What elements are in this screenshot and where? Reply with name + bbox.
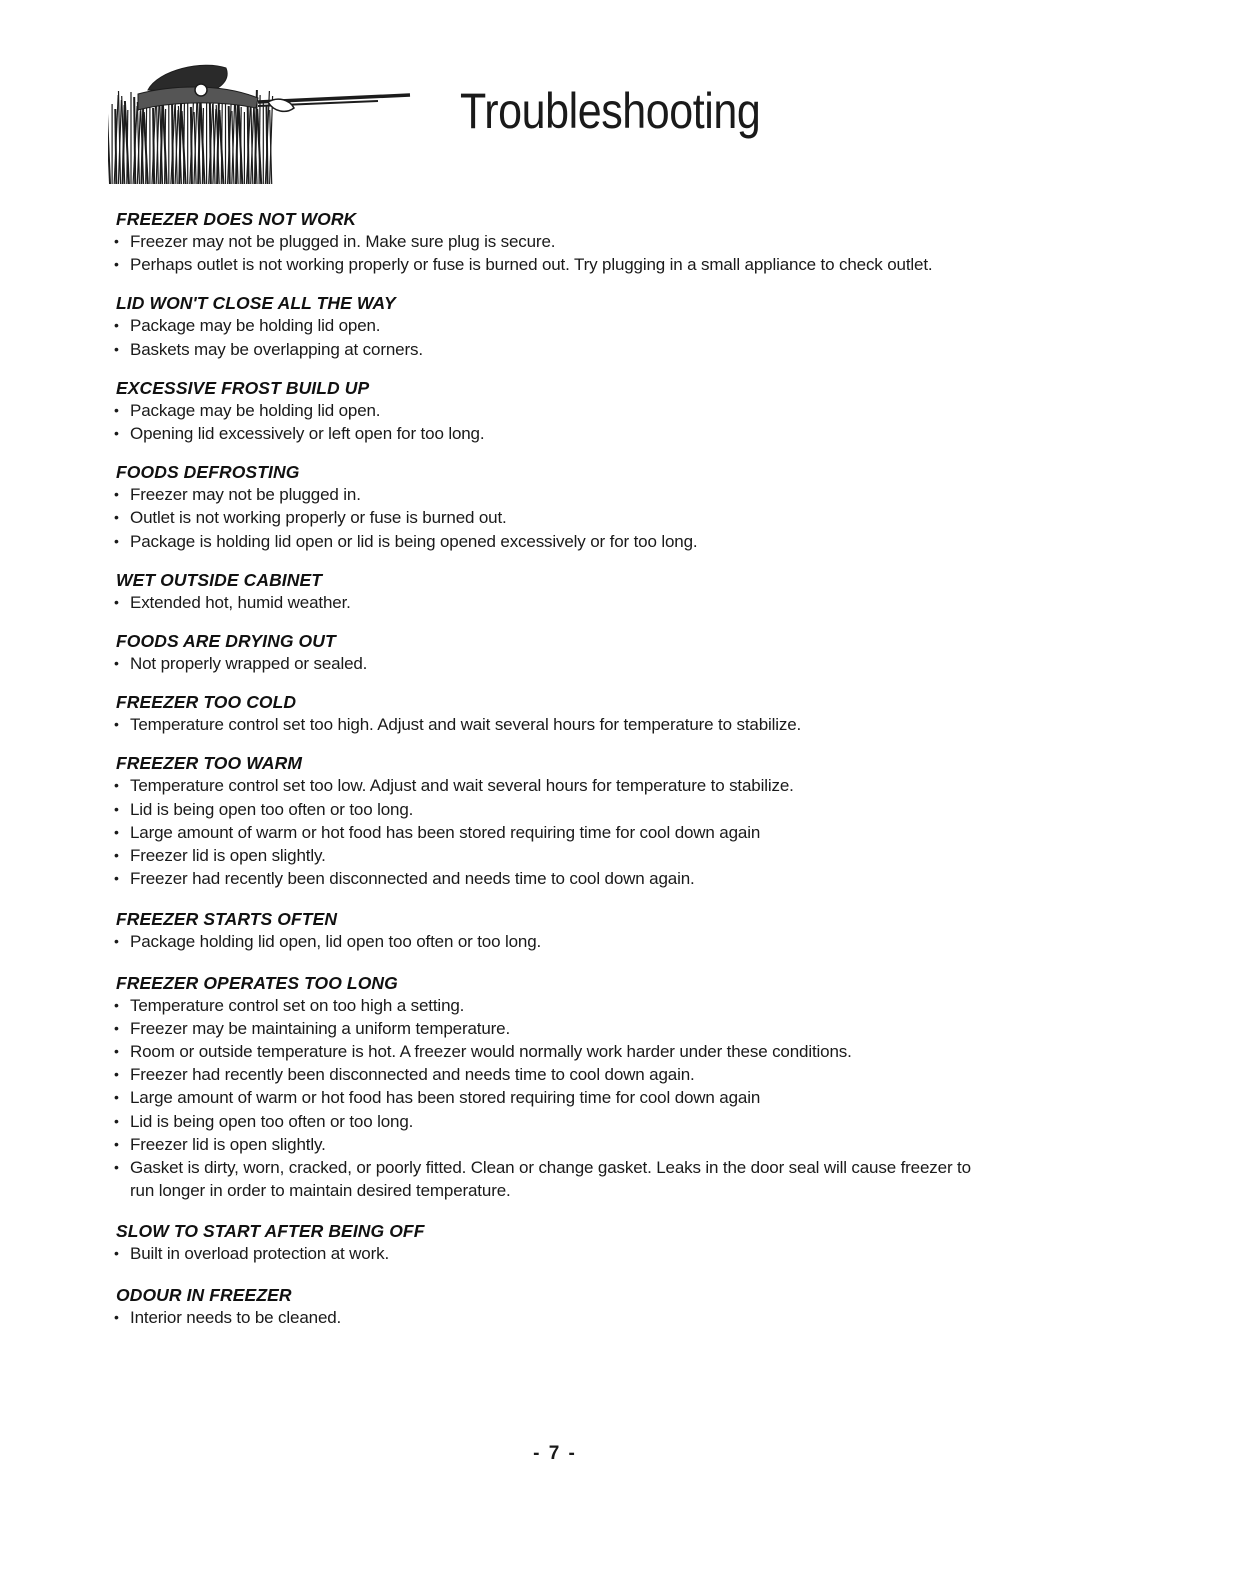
bullet-item: • Freezer had recently been disconnected and needs time to cool down again.	[112, 867, 972, 890]
bullet-item: • Outlet is not working properly or fuse is burned out.	[112, 506, 972, 529]
bullet-item: • Gasket is dirty, worn, cracked, or poorly fitted. Clean or change gasket. Leaks in the door seal will cause freezer to run longer in order to maintain desired temperature.	[112, 1156, 972, 1202]
bullet-list	[112, 399, 972, 445]
grass-blade	[191, 107, 192, 184]
bullet-item: • Interior needs to be cleaned.	[112, 1306, 972, 1329]
grass-blade	[108, 90, 110, 184]
bullet-item: • Package may be holding lid open.	[112, 399, 972, 422]
troubleshooting-section	[112, 377, 972, 445]
bullet-item: • Extended hot, humid weather.	[112, 591, 972, 614]
bullet-list	[112, 930, 972, 953]
section-heading: WET OUTSIDE CABINET	[116, 569, 323, 590]
section-heading: FREEZER OPERATES TOO LONG	[116, 972, 398, 993]
grass-blade	[153, 108, 154, 184]
bullet-item: • Freezer lid is open slightly.	[112, 1133, 972, 1156]
bullet-item: • Opening lid excessively or left open for too long.	[112, 422, 972, 445]
section-heading: FREEZER DOES NOT WORK	[116, 209, 357, 229]
bullet-list	[112, 483, 972, 553]
grass-blade	[172, 96, 173, 184]
bullet-item: • Lid is being open too often or too long.	[112, 798, 972, 821]
bullet-list	[112, 230, 972, 276]
bullet-item: • Temperature control set on too high a setting.	[112, 994, 972, 1017]
troubleshooting-section	[112, 752, 972, 890]
bullet-item: • Temperature control set too low. Adjust and wait several hours for temperature to stabilize.	[112, 774, 972, 797]
troubleshooting-section	[112, 1284, 972, 1329]
bullet-item: • Large amount of warm or hot food has been stored requiring time for cool down again	[112, 821, 972, 844]
section-heading: FOODS ARE DRYING OUT	[116, 631, 336, 652]
hunter-in-grass-illustration	[108, 60, 418, 186]
bullet-item: • Temperature control set too high. Adjust and wait several hours for temperature to stabilize.	[112, 713, 972, 736]
grass-blade	[229, 106, 230, 184]
bullet-list	[112, 1306, 972, 1329]
bullet-list	[112, 1242, 972, 1265]
bullet-list	[112, 591, 972, 614]
troubleshooting-list	[112, 208, 972, 1329]
bullet-list	[112, 994, 972, 1203]
bullet-item: • Freezer lid is open slightly.	[112, 844, 972, 867]
troubleshooting-section	[112, 461, 972, 553]
troubleshooting-section	[112, 630, 972, 675]
section-heading: EXCESSIVE FROST BUILD UP	[116, 377, 370, 398]
bullet-item: • Freezer may not be plugged in. Make sure plug is secure.	[112, 230, 972, 253]
troubleshooting-section	[112, 208, 972, 276]
bullet-item: • Perhaps outlet is not working properly or fuse is burned out. Try plugging in a small appliance to check outlet.	[112, 253, 972, 276]
bullet-item: • Package holding lid open, lid open too often or too long.	[112, 930, 972, 953]
section-heading: FREEZER TOO COLD	[116, 692, 297, 713]
troubleshooting-section	[112, 569, 972, 614]
grass-blade	[134, 97, 135, 184]
bullet-item: • Package may be holding lid open.	[112, 314, 972, 337]
page-title: Troubleshooting	[460, 83, 761, 139]
grass-blade	[115, 109, 116, 184]
troubleshooting-section	[112, 1220, 972, 1265]
troubleshooting-section	[112, 691, 972, 736]
bullet-list	[112, 314, 972, 360]
bullet-item: • Freezer may be maintaining a uniform temperature.	[112, 1017, 972, 1040]
bullet-item: • Room or outside temperature is hot. A freezer would normally work harder under these conditions.	[112, 1040, 972, 1063]
bullet-item: • Lid is being open too often or too long.	[112, 1110, 972, 1133]
section-heading: ODOUR IN FREEZER	[116, 1284, 292, 1305]
bullet-list	[112, 713, 972, 736]
bullet-item: • Freezer had recently been disconnected and needs time to cool down again.	[112, 1063, 972, 1086]
bullet-item: • Built in overload protection at work.	[112, 1242, 972, 1265]
bullet-item: • Freezer may not be plugged in.	[112, 483, 972, 506]
section-heading: SLOW TO START AFTER BEING OFF	[116, 1221, 425, 1242]
bullet-item: • Large amount of warm or hot food has been stored requiring time for cool down again	[112, 1086, 972, 1109]
page-number: - 7 -	[533, 1443, 577, 1464]
section-heading: FOODS DEFROSTING	[116, 462, 300, 483]
bullet-list	[112, 652, 972, 675]
bullet-list	[112, 774, 972, 890]
grass-blade	[248, 94, 249, 184]
troubleshooting-section	[112, 908, 972, 953]
section-heading: FREEZER TOO WARM	[116, 753, 302, 774]
section-heading: LID WON'T CLOSE ALL THE WAY	[116, 293, 396, 314]
troubleshooting-section	[112, 972, 972, 1203]
section-heading: FREEZER STARTS OFTEN	[116, 909, 338, 930]
grass-blade	[210, 95, 211, 184]
bullet-item: • Baskets may be overlapping at corners.	[112, 338, 972, 361]
bullet-item: • Not properly wrapped or sealed.	[112, 652, 972, 675]
troubleshooting-section	[112, 292, 972, 360]
grass-blade	[267, 105, 268, 184]
bullet-item: • Package is holding lid open or lid is being opened excessively or for too long.	[112, 530, 972, 553]
